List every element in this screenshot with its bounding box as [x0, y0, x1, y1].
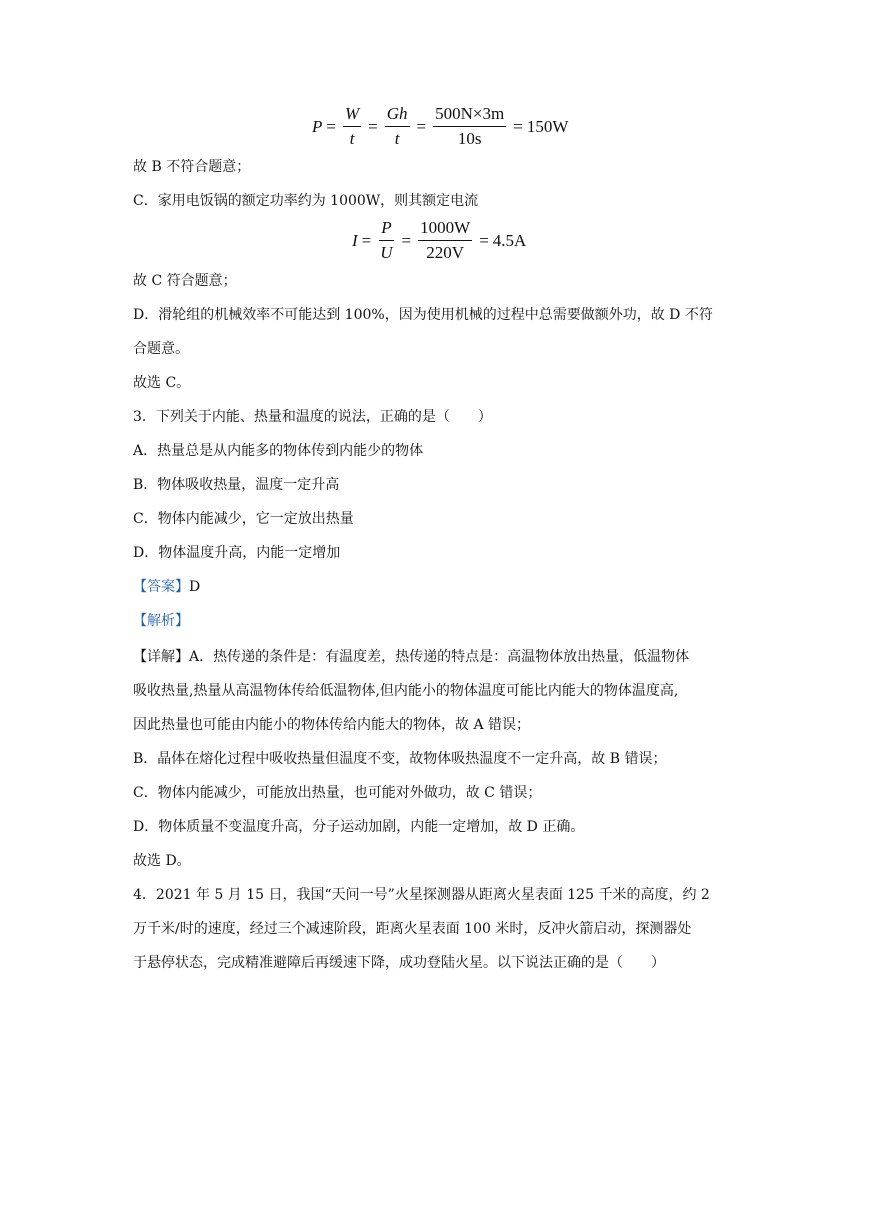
detail-line: C．物体内能减少，可能放出热量，也可能对外做功，故 C 错误； [133, 785, 542, 801]
text-line: D．滑轮组的机械效率不可能达到 100%，因为使用机械的过程中总需要做额外功，故 D 不符 [133, 307, 713, 323]
detail-line: B．晶体在熔化过程中吸收热量但温度不变，故物体吸热温度不一定升高，故 B 错误； [133, 751, 667, 767]
fraction [343, 104, 361, 149]
option-a: A．热量总是从内能多的物体传到内能少的物体 [133, 443, 424, 459]
current-formula [352, 218, 526, 263]
equals-sign: = [416, 116, 427, 136]
power-formula [312, 104, 568, 149]
text-line: 故 B 不符合题意； [133, 159, 251, 175]
text-line: 合题意。 [133, 341, 189, 357]
detail-line: D．物体质量不变温度升高，分子运动加剧，内能一定增加，故 D 正确。 [133, 819, 585, 835]
denominator: t [394, 129, 400, 148]
detail-line: 故选 D。 [133, 853, 191, 869]
detail-line [133, 647, 689, 667]
denominator: 220V [426, 243, 465, 262]
equals-sign: = [361, 230, 372, 250]
text-line: C．家用电饭锅的额定功率约为 1000W，则其额定电流 [133, 193, 479, 209]
formula-result: 4.5A [492, 230, 527, 250]
question-4: 4．2021 年 5 月 15 日，我国“天问一号”火星探测器从距离火星表面 125 千米的高度，约 2 [133, 887, 710, 903]
numerator: 1000W [418, 218, 472, 241]
formula-symbol: I [352, 230, 358, 250]
numerator: P [379, 218, 393, 241]
answer-value: D [189, 579, 201, 595]
fraction [418, 218, 472, 263]
detail-line: 吸收热量,热量从高温物体传给低温物体,但内能小的物体温度可能比内能大的物体温度高, [133, 683, 679, 699]
analysis-label: 【解析】 [133, 613, 189, 629]
denominator: t [349, 129, 355, 148]
numerator: 500N×3m [433, 104, 506, 127]
formula-symbol: P [312, 116, 323, 136]
equals-sign: = [326, 116, 336, 136]
formula-result: 150W [526, 116, 569, 136]
equals-sign: = [479, 230, 489, 250]
detail-line: 因此热量也可能由内能小的物体传给内能大的物体，故 A 错误； [133, 717, 531, 733]
equals-sign: = [368, 116, 378, 136]
option-b: B．物体吸收热量，温度一定升高 [133, 477, 340, 493]
fraction [378, 218, 394, 263]
question-4: 于悬停状态，完成精准避障后再缓速下降，成功登陆火星。以下说法正确的是（ ） [133, 955, 665, 971]
equals-sign: = [401, 230, 412, 250]
detail-text: A．热传递的条件是：有温度差，热传递的特点是：高温物体放出热量，低温物体 [189, 649, 690, 665]
answer-label: 【答案】 [133, 579, 189, 595]
option-c: C．物体内能减少，它一定放出热量 [133, 511, 354, 527]
answer-line [133, 577, 200, 597]
equals-sign: = [513, 116, 523, 136]
text-line: 故 C 符合题意； [133, 273, 237, 289]
numerator: W [343, 104, 361, 127]
numerator: Gh [385, 104, 410, 127]
fraction [385, 104, 410, 149]
fraction [433, 104, 506, 149]
question-4: 万千米/时的速度，经过三个减速阶段，距离火星表面 100 米时，反冲火箭启动，探测器处 [133, 921, 692, 937]
detail-label: 【详解】 [133, 649, 189, 665]
question-3: 3．下列关于内能、热量和温度的说法，正确的是（ ） [133, 409, 492, 425]
text-line: 故选 C。 [133, 375, 191, 391]
option-d: D．物体温度升高，内能一定增加 [133, 545, 341, 561]
denominator: 10s [457, 129, 482, 148]
denominator: U [380, 243, 393, 262]
